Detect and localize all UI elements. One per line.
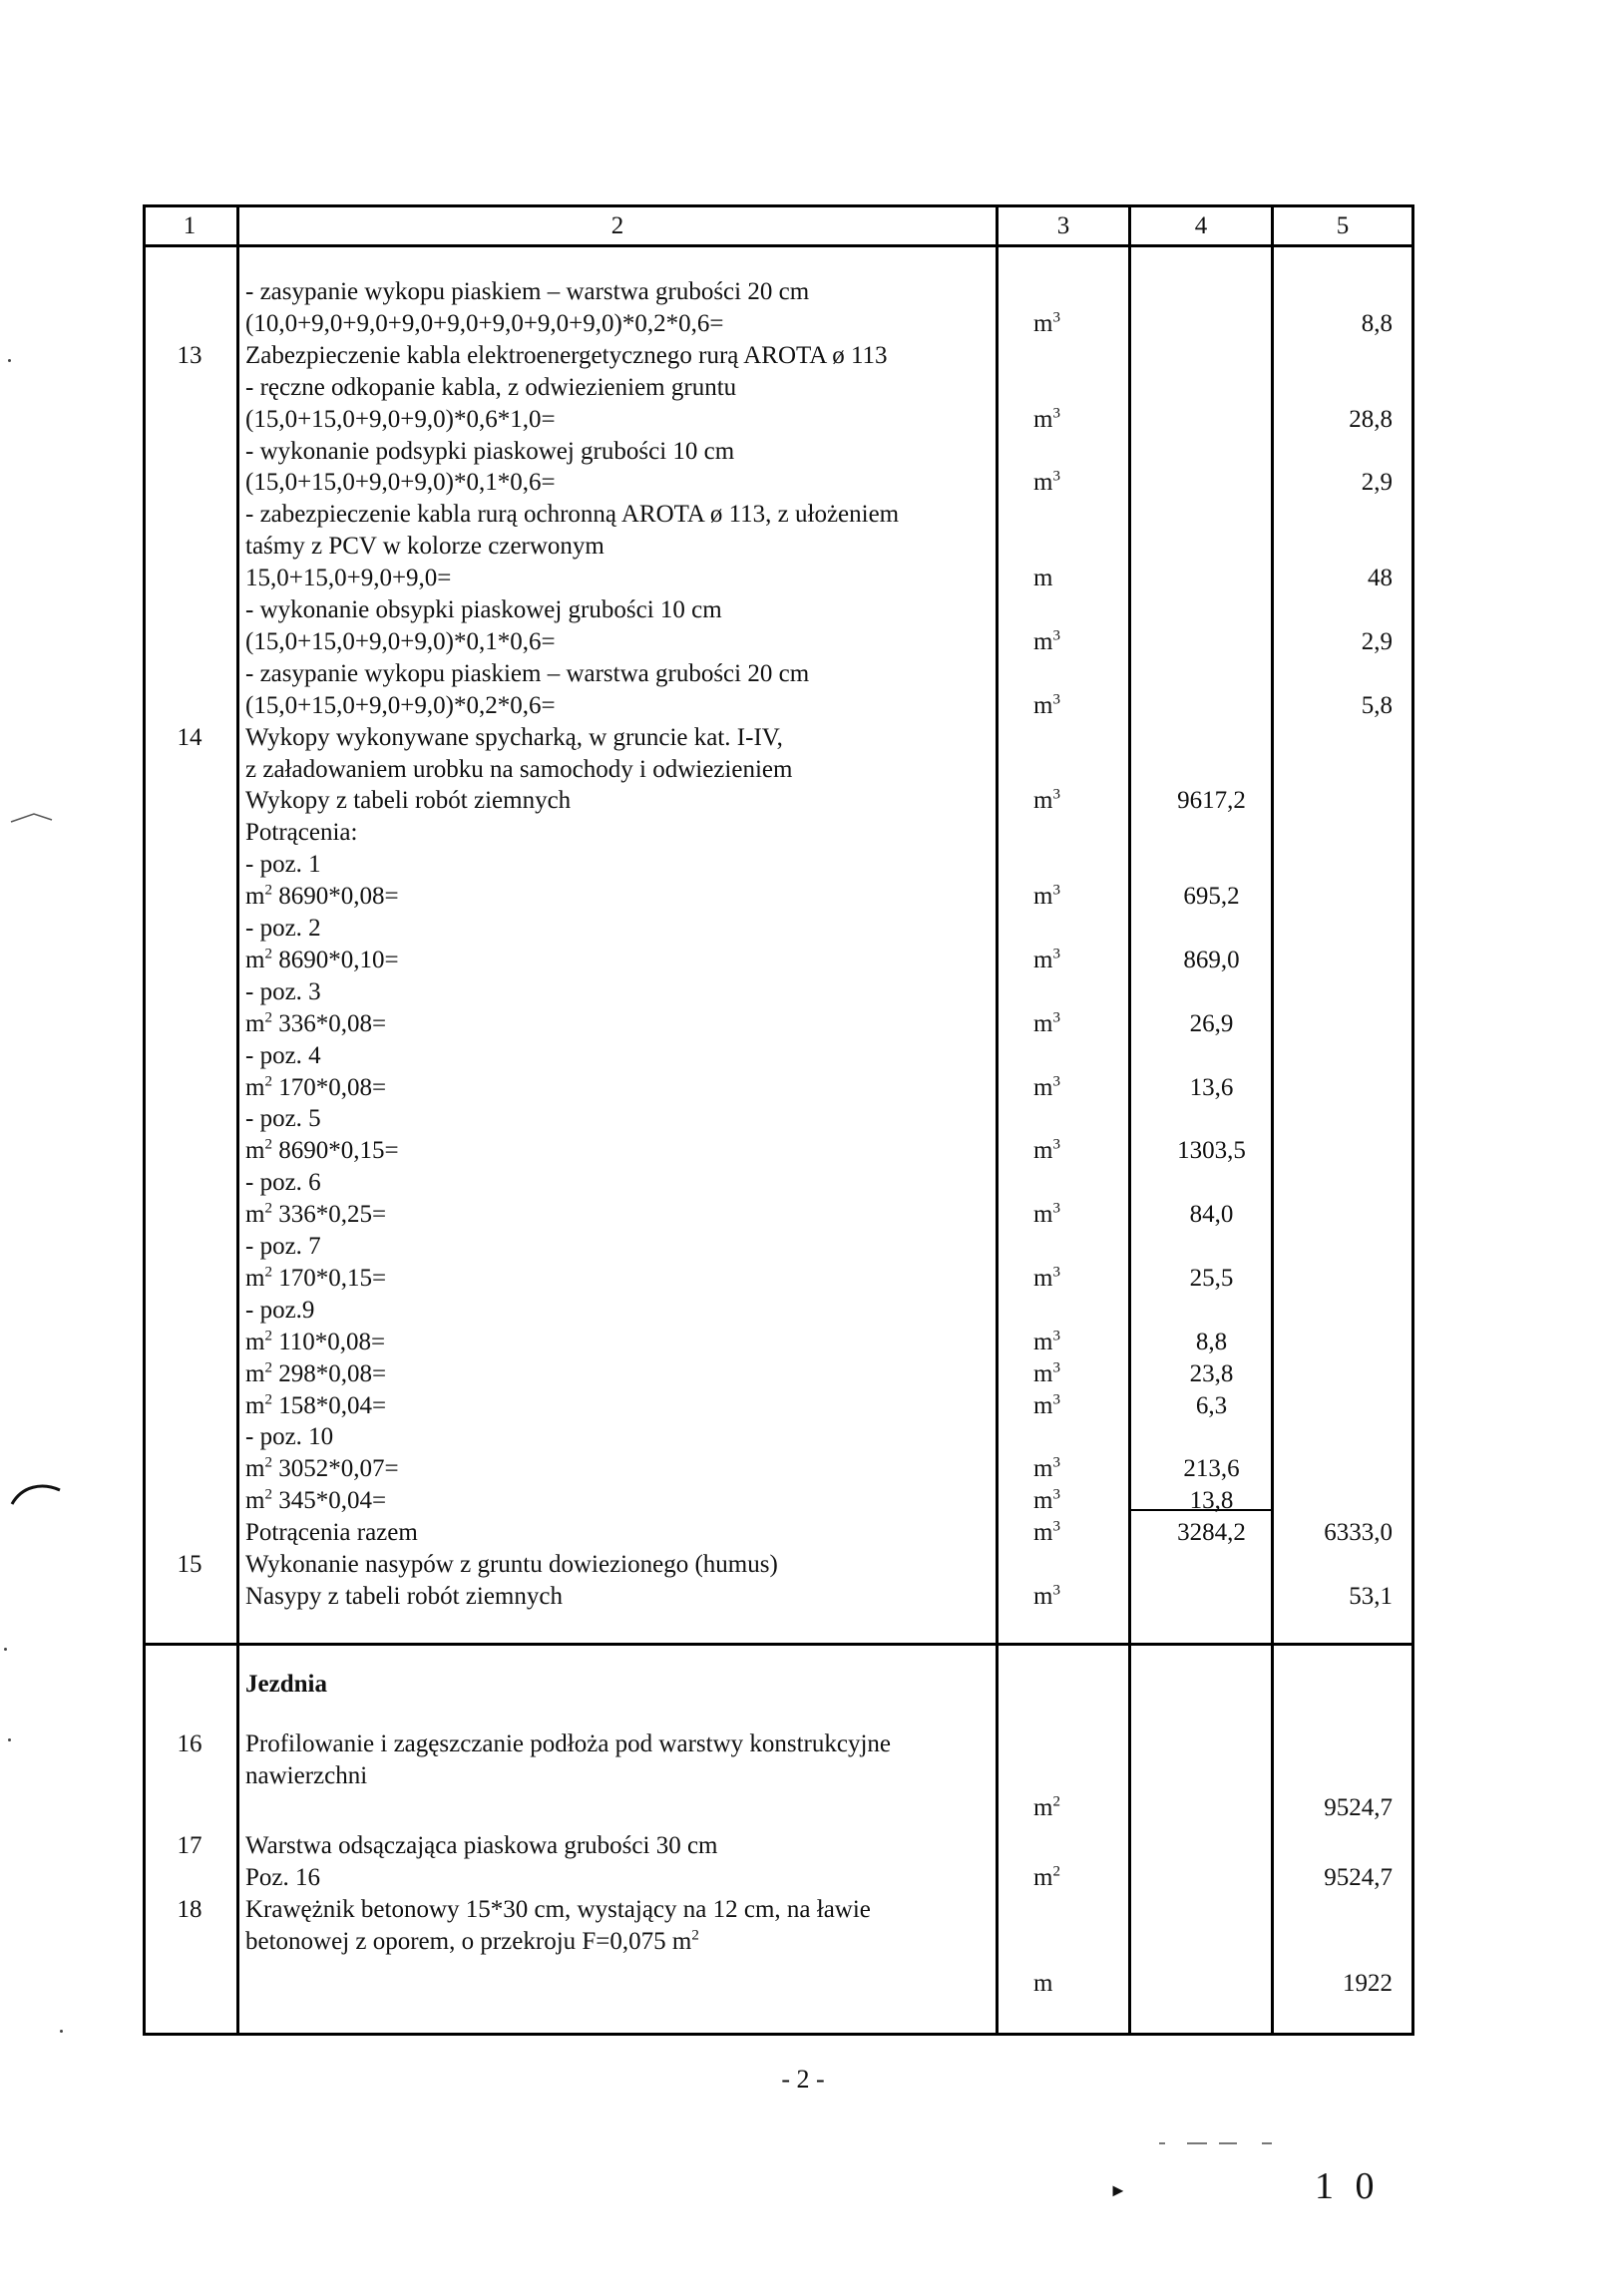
unit-cell: [1018, 626, 1136, 658]
total-value: 9524,7: [1324, 1794, 1393, 1821]
unit-cell: [1018, 1968, 1136, 2000]
table-row: [143, 1295, 1414, 1327]
description-text: 15,0+15,0+9,0+9,0=: [245, 565, 452, 592]
description-text: Wykopy wykonywane spycharką, w gruncie kat. I-IV,: [245, 723, 783, 751]
table-row: [143, 1669, 1414, 1701]
description-text: 170*0,15=: [271, 1264, 387, 1292]
total-value: 9524,7: [1324, 1864, 1393, 1891]
unit-text: m: [1033, 1073, 1053, 1101]
unit-text: m: [1033, 946, 1053, 973]
table-row: [143, 626, 1414, 658]
unit-cell: [1018, 1263, 1136, 1295]
item-description: [245, 754, 1004, 786]
table-row: [143, 1760, 1414, 1792]
area-unit-exponent: 2: [264, 1328, 272, 1344]
table-row: [143, 1894, 1414, 1926]
item-description: [245, 1327, 1004, 1358]
description-text: - poz.9: [245, 1296, 315, 1324]
table-row: [143, 1968, 1414, 2000]
description-text: taśmy z PCV w kolorze czerwonym: [245, 533, 604, 561]
unit-exponent: 3: [1052, 1391, 1060, 1408]
unit-text: m: [1033, 1864, 1053, 1891]
description-text: nawierzchni: [245, 1762, 368, 1789]
area-unit: m: [245, 1487, 265, 1515]
table-row: [143, 1072, 1414, 1104]
total-value: 1922: [1343, 1970, 1393, 1997]
item-description: [245, 1830, 1004, 1862]
area-unit-exponent: 2: [264, 1486, 272, 1503]
table-row: [143, 467, 1414, 499]
table-row: [143, 1231, 1414, 1263]
item-description: [245, 1167, 1004, 1199]
unit-text: m: [1033, 1519, 1053, 1547]
item-description: [245, 976, 1004, 1008]
description-text: 110*0,08=: [271, 1328, 386, 1355]
table-row: [143, 1453, 1414, 1485]
description-text: Potrącenia:: [245, 819, 358, 847]
item-description: [245, 1231, 1004, 1263]
unit-text: m: [1033, 1970, 1053, 1997]
item-description: [245, 372, 1004, 404]
quantity-value: 13,8: [1189, 1487, 1234, 1515]
header-rule: [143, 244, 1414, 247]
description-text: betonowej z oporem, o przekroju F=0,075 m: [245, 1928, 692, 1955]
table-row: [143, 881, 1414, 913]
unit-text: m: [1033, 1264, 1053, 1292]
unit-cell: [1018, 1327, 1136, 1358]
table-row: [143, 1358, 1414, 1390]
area-unit-exponent: 2: [264, 1009, 272, 1026]
table-row: [143, 340, 1414, 372]
description-text: - poz. 4: [245, 1041, 321, 1069]
quantity-value: 13,6: [1189, 1073, 1234, 1101]
item-description: [245, 594, 1004, 626]
table-row: [143, 1327, 1414, 1358]
table-row: [143, 1167, 1414, 1199]
table-row: [143, 499, 1414, 531]
description-text: (10,0+9,0+9,0+9,0+9,0+9,0+9,0+9,0)*0,2*0,6=: [245, 309, 724, 337]
header-col-1: 1: [183, 212, 197, 239]
header-col-2: 2: [610, 212, 624, 239]
unit-cell: [1018, 945, 1136, 976]
item-description: [245, 563, 1004, 594]
unit-cell: [1018, 308, 1136, 340]
area-unit-exponent: 2: [264, 946, 272, 962]
item-description: [245, 1669, 1004, 1701]
table-row: [143, 658, 1414, 690]
table-row: [143, 1263, 1414, 1295]
scan-dash: [1262, 2142, 1272, 2144]
table-row: [143, 849, 1414, 881]
item-description: [245, 817, 1004, 849]
scan-dot: [8, 1738, 11, 1741]
description-text: Wykonanie nasypów z gruntu dowiezionego (humus): [245, 1551, 778, 1578]
unit-exponent: 3: [1052, 1518, 1060, 1535]
item-description: [245, 722, 1004, 754]
table-row: [143, 722, 1414, 754]
description-text: - poz. 6: [245, 1169, 321, 1197]
page-number: - 2 -: [781, 2065, 825, 2094]
description-text: 298*0,08=: [271, 1359, 387, 1387]
unit-cell: [1018, 1358, 1136, 1390]
description-text: - poz. 5: [245, 1105, 321, 1133]
item-number: 16: [177, 1730, 202, 1757]
item-description: [245, 658, 1004, 690]
corner-arrow-mark: ►: [1109, 2180, 1127, 2200]
table-row: [143, 531, 1414, 563]
description-text: - zasypanie wykopu piaskiem – warstwa grubości 20 cm: [245, 278, 810, 305]
total-value: 28,8: [1349, 405, 1393, 433]
total-value: 8,8: [1361, 309, 1393, 337]
table-row: [143, 1926, 1414, 1958]
table-row: [143, 594, 1414, 626]
area-unit: m: [245, 1455, 265, 1483]
description-text: - wykonanie obsypki piaskowej grubości 10 cm: [245, 596, 722, 623]
table-row: [143, 1792, 1414, 1824]
table-row: [143, 436, 1414, 468]
unit-cell: [1018, 1072, 1136, 1104]
unit-text: m: [1033, 691, 1053, 719]
table-row: [143, 785, 1414, 817]
description-text: 8690*0,10=: [271, 946, 399, 973]
item-description: [245, 1453, 1004, 1485]
item-number: 17: [177, 1832, 202, 1859]
unit-text: m: [1033, 565, 1053, 592]
table-row: [143, 1862, 1414, 1894]
area-unit-exponent: 2: [264, 1454, 272, 1471]
unit-exponent: 3: [1052, 1486, 1060, 1503]
quantity-value: 25,5: [1189, 1264, 1234, 1292]
unit-exponent: 3: [1052, 787, 1060, 804]
scan-artifact-curve: [8, 1476, 68, 1516]
table-row: [143, 1581, 1414, 1613]
header-col-3: 3: [1056, 212, 1070, 239]
unit-cell: [1018, 1792, 1136, 1824]
unit-text: m: [1033, 1009, 1053, 1037]
table-row: [143, 276, 1414, 308]
quantity-value: 84,0: [1189, 1201, 1234, 1229]
total-value: 2,9: [1361, 627, 1393, 655]
table-row: [143, 945, 1414, 976]
unit-exponent: 2: [1052, 1863, 1060, 1880]
item-description: [245, 785, 1004, 817]
description-text: - poz. 2: [245, 915, 321, 942]
item-description: [245, 1485, 1004, 1517]
area-unit-exponent: 2: [264, 1136, 272, 1153]
header-col-4: 4: [1194, 212, 1208, 239]
description-text: 336*0,25=: [271, 1201, 387, 1229]
area-unit-exponent: 2: [264, 1200, 272, 1217]
description-text: 8690*0,15=: [271, 1137, 399, 1165]
unit-cell: [1018, 1135, 1136, 1167]
table-row: [143, 1549, 1414, 1581]
description-text: - zasypanie wykopu piaskiem – warstwa grubości 20 cm: [245, 659, 810, 687]
unit-exponent: 3: [1052, 1136, 1060, 1153]
total-value: 6333,0: [1324, 1519, 1393, 1547]
table-row: [143, 690, 1414, 722]
total-value: 53,1: [1349, 1582, 1393, 1610]
item-description: [245, 499, 1004, 531]
unit-exponent: 3: [1052, 405, 1060, 422]
description-text: - zabezpieczenie kabla rurą ochronną AROTA ø 113, z ułożeniem: [245, 501, 900, 529]
item-description: [245, 1072, 1004, 1104]
table-row: [143, 1485, 1414, 1517]
description-text: Krawężnik betonowy 15*30 cm, wystający na 12 cm, na ławie: [245, 1896, 871, 1923]
quantity-value: 1303,5: [1177, 1137, 1246, 1165]
table-row: [143, 913, 1414, 945]
unit-text: m: [1033, 1201, 1053, 1229]
unit-exponent: 3: [1052, 1009, 1060, 1026]
unit-text: m: [1033, 1794, 1053, 1821]
quantity-value: 213,6: [1183, 1455, 1240, 1483]
item-description: [245, 1040, 1004, 1072]
description-text: (15,0+15,0+9,0+9,0)*0,2*0,6=: [245, 691, 556, 719]
area-unit: m: [245, 1073, 265, 1101]
description-text: - poz. 10: [245, 1423, 334, 1451]
description-text: Profilowanie i zagęszczanie podłoża pod warstwy konstrukcyjne: [245, 1730, 892, 1757]
area-unit: m: [245, 1359, 265, 1387]
item-description: [245, 276, 1004, 308]
table-row: [143, 372, 1414, 404]
scan-artifact-tick: [8, 808, 58, 828]
description-text: Jezdnia: [245, 1671, 327, 1698]
quantity-value: 695,2: [1183, 883, 1240, 911]
unit-exponent: 3: [1052, 309, 1060, 326]
item-description: [245, 1862, 1004, 1894]
description-text: - wykonanie podsypki piaskowej grubości 10 cm: [245, 437, 735, 465]
description-text: (15,0+15,0+9,0+9,0)*0,1*0,6=: [245, 627, 556, 655]
unit-text: m: [1033, 883, 1053, 911]
description-text: - ręczne odkopanie kabla, z odwiezieniem gruntu: [245, 373, 737, 401]
item-description: [245, 1760, 1004, 1792]
total-value: 5,8: [1361, 691, 1393, 719]
item-description: [245, 308, 1004, 340]
quantity-value: 9617,2: [1177, 787, 1246, 815]
description-text: Wykopy z tabeli robót ziemnych: [245, 787, 572, 815]
description-text: Warstwa odsączająca piaskowa grubości 30 cm: [245, 1832, 718, 1859]
item-description: [245, 1549, 1004, 1581]
area-unit: m: [245, 1264, 265, 1292]
unit-cell: [1018, 1008, 1136, 1040]
area-unit: m: [245, 1391, 265, 1419]
unit-text: m: [1033, 309, 1053, 337]
description-text: (15,0+15,0+9,0+9,0)*0,6*1,0=: [245, 405, 556, 433]
unit-text: m: [1033, 469, 1053, 497]
unit-cell: [1018, 1517, 1136, 1549]
description-text: 170*0,08=: [271, 1073, 387, 1101]
unit-text: m: [1033, 405, 1053, 433]
table-row: [143, 1103, 1414, 1135]
scan-dot: [8, 359, 11, 362]
unit-cell: [1018, 1453, 1136, 1485]
unit-cell: [1018, 1199, 1136, 1231]
item-description: [245, 626, 1004, 658]
item-description: [245, 1008, 1004, 1040]
scan-dash: [1159, 2142, 1165, 2144]
unit-cell: [1018, 467, 1136, 499]
item-description: [245, 1517, 1004, 1549]
table-row: [143, 1421, 1414, 1453]
description-text: - poz. 1: [245, 851, 321, 879]
description-text: Nasypy z tabeli robót ziemnych: [245, 1582, 563, 1610]
table-row: [143, 1199, 1414, 1231]
area-unit-exponent: 2: [264, 1264, 272, 1281]
total-value: 48: [1368, 565, 1393, 592]
unit-exponent: 3: [1052, 1073, 1060, 1090]
table-row: [143, 1008, 1414, 1040]
description-text: 8690*0,08=: [271, 883, 399, 911]
description-text: z załadowaniem urobku na samochody i odwiezieniem: [245, 755, 793, 783]
item-description: [245, 945, 1004, 976]
unit-cell: [1018, 1485, 1136, 1517]
area-unit: m: [245, 1328, 265, 1355]
area-unit-exponent: 2: [264, 1073, 272, 1090]
unit-exponent: 3: [1052, 1264, 1060, 1281]
section-rule: [143, 1643, 1414, 1646]
estimate-table: [143, 204, 1414, 2036]
scan-dot: [4, 1648, 7, 1651]
unit-exponent: 3: [1052, 1328, 1060, 1344]
unit-exponent: 3: [1052, 1200, 1060, 1217]
unit-exponent: 3: [1052, 1582, 1060, 1599]
item-description: [245, 531, 1004, 563]
description-text: - poz. 7: [245, 1233, 321, 1260]
unit-cell: [1018, 1862, 1136, 1894]
description-text: Potrącenia razem: [245, 1519, 418, 1547]
description-text: - poz. 3: [245, 977, 321, 1005]
unit-text: m: [1033, 1359, 1053, 1387]
description-text: (15,0+15,0+9,0+9,0)*0,1*0,6=: [245, 469, 556, 497]
unit-text: m: [1033, 1455, 1053, 1483]
unit-text: m: [1033, 787, 1053, 815]
item-description: [245, 1581, 1004, 1613]
description-text: 345*0,04=: [271, 1487, 387, 1515]
item-description: [245, 881, 1004, 913]
unit-cell: [1018, 404, 1136, 436]
quantity-value: 26,9: [1189, 1009, 1234, 1037]
item-description: [245, 849, 1004, 881]
item-description: [245, 1421, 1004, 1453]
table-row: [143, 563, 1414, 594]
table-row: [143, 404, 1414, 436]
area-unit-exponent: 2: [264, 882, 272, 899]
scan-dash: [1219, 2142, 1237, 2144]
item-description: [245, 1263, 1004, 1295]
description-text: 336*0,08=: [271, 1009, 387, 1037]
item-description: [245, 1358, 1004, 1390]
description-text: 3052*0,07=: [271, 1455, 399, 1483]
item-description: [245, 1199, 1004, 1231]
unit-cell: [1018, 881, 1136, 913]
item-description: [245, 1295, 1004, 1327]
item-description: [245, 340, 1004, 372]
area-unit: m: [245, 1201, 265, 1229]
unit-text: m: [1033, 1391, 1053, 1419]
unit-text: m: [1033, 1137, 1053, 1165]
table-row: [143, 1830, 1414, 1862]
description-exponent: 2: [691, 1927, 699, 1944]
scan-dash: [1187, 2142, 1207, 2144]
item-number: 15: [177, 1551, 202, 1578]
table-row: [143, 817, 1414, 849]
item-description: [245, 1390, 1004, 1422]
unit-exponent: 3: [1052, 469, 1060, 486]
unit-exponent: 3: [1052, 691, 1060, 708]
area-unit: m: [245, 883, 265, 911]
description-text: Zabezpieczenie kabla elektroenergetycznego rurą AROTA ø 113: [245, 341, 888, 369]
quantity-value: 8,8: [1195, 1328, 1228, 1355]
description-text: Poz. 16: [245, 1864, 320, 1891]
scan-dot: [60, 2030, 63, 2033]
area-unit: m: [245, 1009, 265, 1037]
item-description: [245, 913, 1004, 945]
unit-exponent: 3: [1052, 946, 1060, 962]
item-description: [245, 1894, 1004, 1926]
unit-exponent: 3: [1052, 1359, 1060, 1376]
unit-exponent: 3: [1052, 1454, 1060, 1471]
unit-text: m: [1033, 1582, 1053, 1610]
unit-cell: [1018, 563, 1136, 594]
unit-text: m: [1033, 1487, 1053, 1515]
unit-exponent: 2: [1052, 1793, 1060, 1810]
table-row: [143, 1040, 1414, 1072]
description-text: 158*0,04=: [271, 1391, 387, 1419]
total-value: 2,9: [1361, 469, 1393, 497]
area-unit-exponent: 2: [264, 1359, 272, 1376]
item-description: [245, 1135, 1004, 1167]
unit-text: m: [1033, 1328, 1053, 1355]
item-description: [245, 1926, 1004, 1958]
item-number: 18: [177, 1896, 202, 1923]
quantity-value: 3284,2: [1177, 1519, 1246, 1547]
unit-exponent: 3: [1052, 627, 1060, 644]
unit-text: m: [1033, 627, 1053, 655]
unit-cell: [1018, 1390, 1136, 1422]
area-unit: m: [245, 946, 265, 973]
table-row: [143, 308, 1414, 340]
item-number: 13: [177, 341, 202, 369]
unit-cell: [1018, 785, 1136, 817]
table-row: [143, 1517, 1414, 1549]
table-row: [143, 754, 1414, 786]
item-number: 14: [177, 723, 202, 751]
area-unit: m: [245, 1137, 265, 1165]
header-col-5: 5: [1336, 212, 1350, 239]
item-description: [245, 467, 1004, 499]
table-row: [143, 1728, 1414, 1760]
item-description: [245, 436, 1004, 468]
area-unit-exponent: 2: [264, 1391, 272, 1408]
item-description: [245, 1103, 1004, 1135]
quantity-value: 6,3: [1195, 1391, 1228, 1419]
unit-exponent: 3: [1052, 882, 1060, 899]
item-description: [245, 690, 1004, 722]
unit-cell: [1018, 690, 1136, 722]
item-description: [245, 404, 1004, 436]
table-row: [143, 976, 1414, 1008]
unit-cell: [1018, 1581, 1136, 1613]
table-row: [143, 1135, 1414, 1167]
item-description: [245, 1728, 1004, 1760]
quantity-value: 869,0: [1183, 946, 1240, 973]
table-row: [143, 1390, 1414, 1422]
quantity-value: 23,8: [1189, 1359, 1234, 1387]
handwritten-page-number: 1 0: [1315, 2165, 1381, 2207]
